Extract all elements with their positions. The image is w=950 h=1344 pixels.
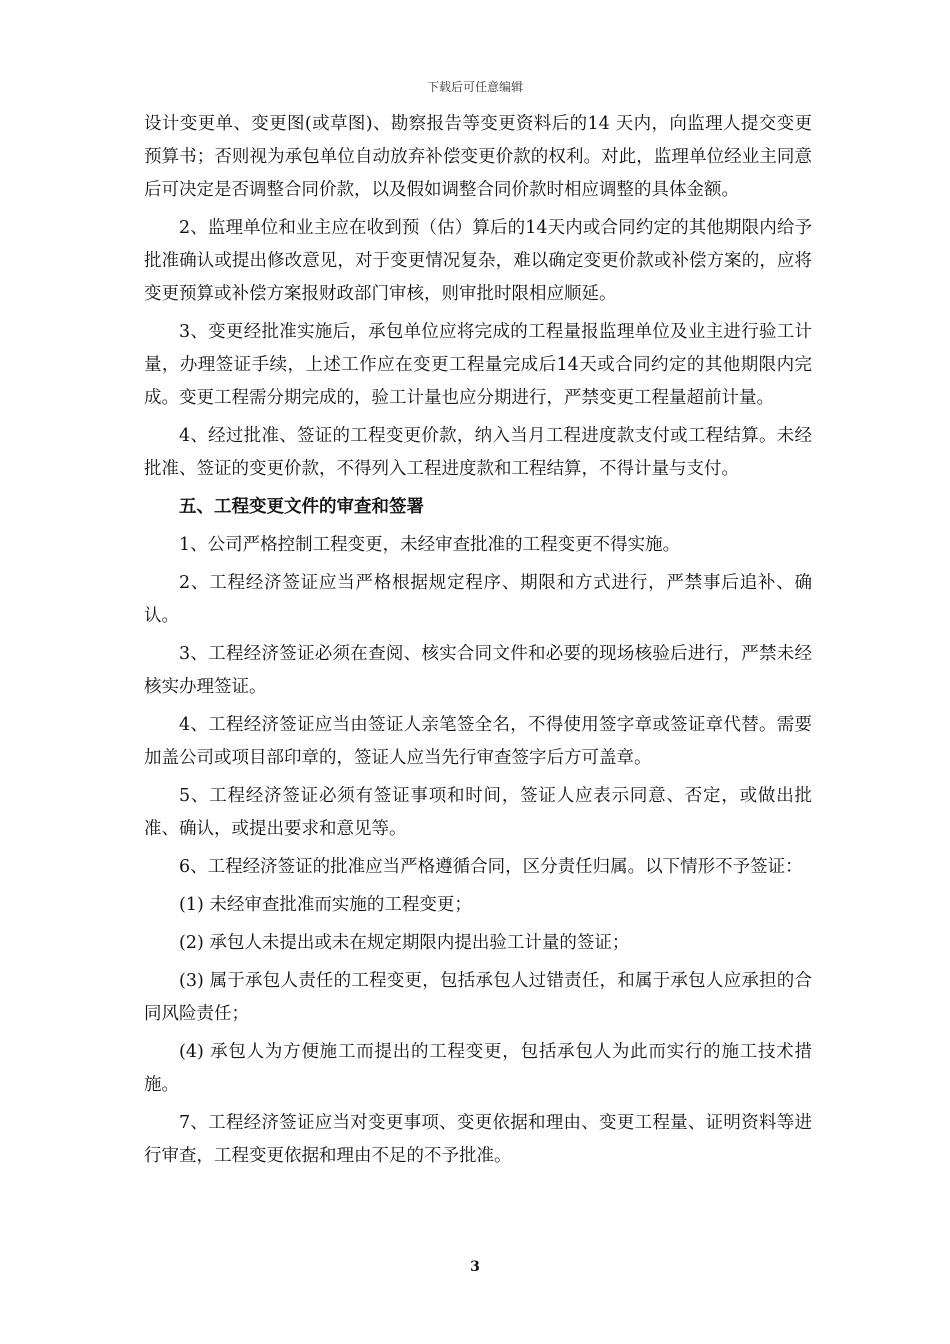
document-body [144,108,812,1178]
paragraph: 4、经过批准、签证的工程变更价款，纳入当月工程进度款支付或工程结算。未经批准、签证的变更价款，不得列入工程进度款和工程结算，不得计量与支付。 [144,426,812,479]
paragraph: 3、工程经济签证必须在查阅、核实合同文件和必要的现场核验后进行，严禁未经核实办理签证。 [144,644,812,697]
list-item: (3) 属于承包人责任的工程变更，包括承包人过错责任，和属于承包人应承担的合同风险责任； [144,971,812,1024]
paragraph: 7、工程经济签证应当对变更事项、变更依据和理由、变更工程量、证明资料等进行审查，工程变更依据和理由不足的不予批准。 [144,1113,812,1166]
list-item: (4) 承包人为方便施工而提出的工程变更，包括承包人为此而实行的施工技术措施。 [144,1042,812,1095]
paragraph: 3、变更经批准实施后，承包单位应将完成的工程量报监理单位及业主进行验工计量，办理签证手续，上述工作应在变更工程量完成后14天或合同约定的其他期限内完成。变更工程需分期完成的，验工计量也应分期进行，严禁变更工程量超前计量。 [144,322,812,408]
page-number: 3 [470,1259,480,1275]
list-item: (1) 未经审查批准而实施的工程变更； [179,895,472,915]
page-header: 下载后可任意编辑 [426,80,523,94]
paragraph: 2、工程经济签证应当严格根据规定程序、期限和方式进行，严禁事后追补、确认。 [144,573,812,626]
paragraph: 2、监理单位和业主应在收到预（估）算后的14天内或合同约定的其他期限内给予批准确认或提出修改意见，对于变更情况复杂，难以确定变更价款或补偿方案的，应将变更预算或补偿方案报财政部门审核，则审批时限相应顺延。 [144,218,812,304]
paragraph: 6、工程经济签证的批准应当严格遵循合同，区分责任归属。以下情形不予签证： [179,857,803,877]
paragraph: 5、工程经济签证必须有签证事项和时间，签证人应表示同意、否定，或做出批准、确认，或提出要求和意见等。 [144,786,812,839]
paragraph: 4、工程经济签证应当由签证人亲笔签全名，不得使用签字章或签证章代替。需要加盖公司或项目部印章的，签证人应当先行审查签字后方可盖章。 [144,715,812,768]
list-item: (2) 承包人未提出或未在规定期限内提出验工计量的签证； [179,933,630,953]
section-heading: 五、工程变更文件的审查和签署 [179,497,424,517]
paragraph: 1、公司严格控制工程变更，未经审查批准的工程变更不得实施。 [179,535,681,555]
paragraph: 设计变更单、变更图(或草图)、勘察报告等变更资料后的14 天内，向监理人提交变更预算书；否则视为承包单位自动放弃补偿变更价款的权利。对此，监理单位经业主同意后可决定是否调整合同价款，以及假如调整合同价款时相应调整的具体金额。 [144,114,812,200]
